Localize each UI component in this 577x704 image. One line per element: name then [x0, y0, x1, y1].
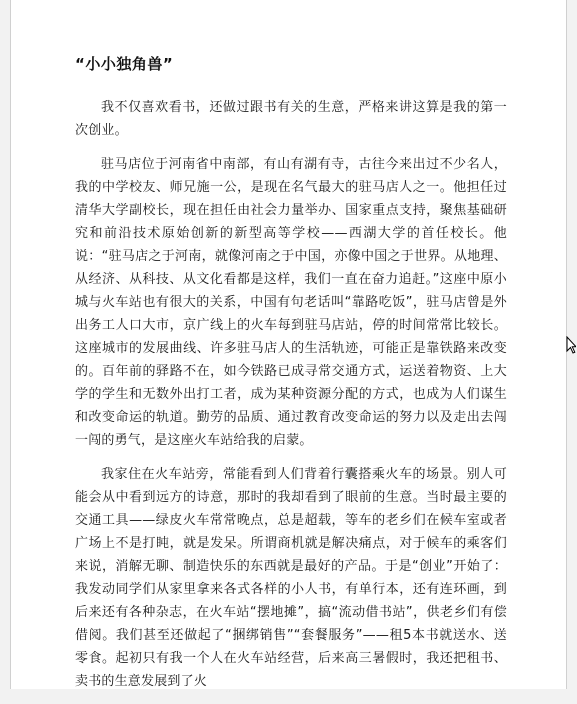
section-heading: “小小独角兽”: [75, 55, 174, 73]
mouse-pointer-icon: [566, 336, 576, 356]
paragraph-1: 我不仅喜欢看书，还做过跟书有关的生意，严格来讲这算是我的第一次创业。: [75, 100, 507, 138]
paragraph-2: 驻马店位于河南省中南部，有山有湖有寺，古往今来出过不少名人，我的中学校友、师兄施一公，是现在名气最大的驻马店人之一。他担任过清华大学副校长，现在担任由社会力量举办、国家重点支持，聚焦基础研究和前沿技术原始创新的新型高等学校——西湖大学的首任校长。他说：“驻马店之于河南，就像河南之于中国，亦像中国之于世界。从地理、从经济、从科技、从文化看都是这样，我们一直在奋力追赶。”这座中原小城与火车站也有很大的关系，中国有句老话叫“靠路吃饭”，驻马店曾是外出务工人口大市，京广线上的火车每到驻马店站，停的时间常常比较长。这座城市的发展曲线、许多驻马店人的生活轨迹，可能正是靠铁路来改变的。百年前的驿路不在，如今铁路已成寻常交通方式，运送着物资、上大学的学生和无数外出打工者，成为某种资源分配的方式，也成为人们谋生和改变命运的轨道。勤劳的品质、通过教育改变命运的努力以及走出去闯一闯的勇气，是这座火车站给我的启蒙。: [75, 157, 507, 448]
paragraph-3: 我家住在火车站旁，常能看到人们背着行囊搭乘火车的场景。别人可能会从中看到远方的诗意，那时的我却看到了眼前的生意。当时最主要的交通工具——绿皮火车常常晚点，总是超载，等车的老乡们在候车室或者广场上不是打盹，就是发呆。所谓商机就是解决痛点，对于候车的乘客们来说，消解无聊、制造快乐的东西就是最好的产品。于是“创业”开始了：我发动同学们从家里拿来各式各样的小人书，有单行本，还有连环画，到后来还有各种杂志，在火车站“摆地摊”，搞“流动借书站”，供老乡们有偿借阅。我们甚至还做起了“捆绑销售”“套餐服务”——租5本书就送水、送零食。起初只有我一个人在火车站经营，后来高三暑假时，我还把租书、卖书的生意发展到了火: [75, 467, 507, 689]
document-page: [10, 0, 567, 689]
document-content: [75, 52, 507, 704]
